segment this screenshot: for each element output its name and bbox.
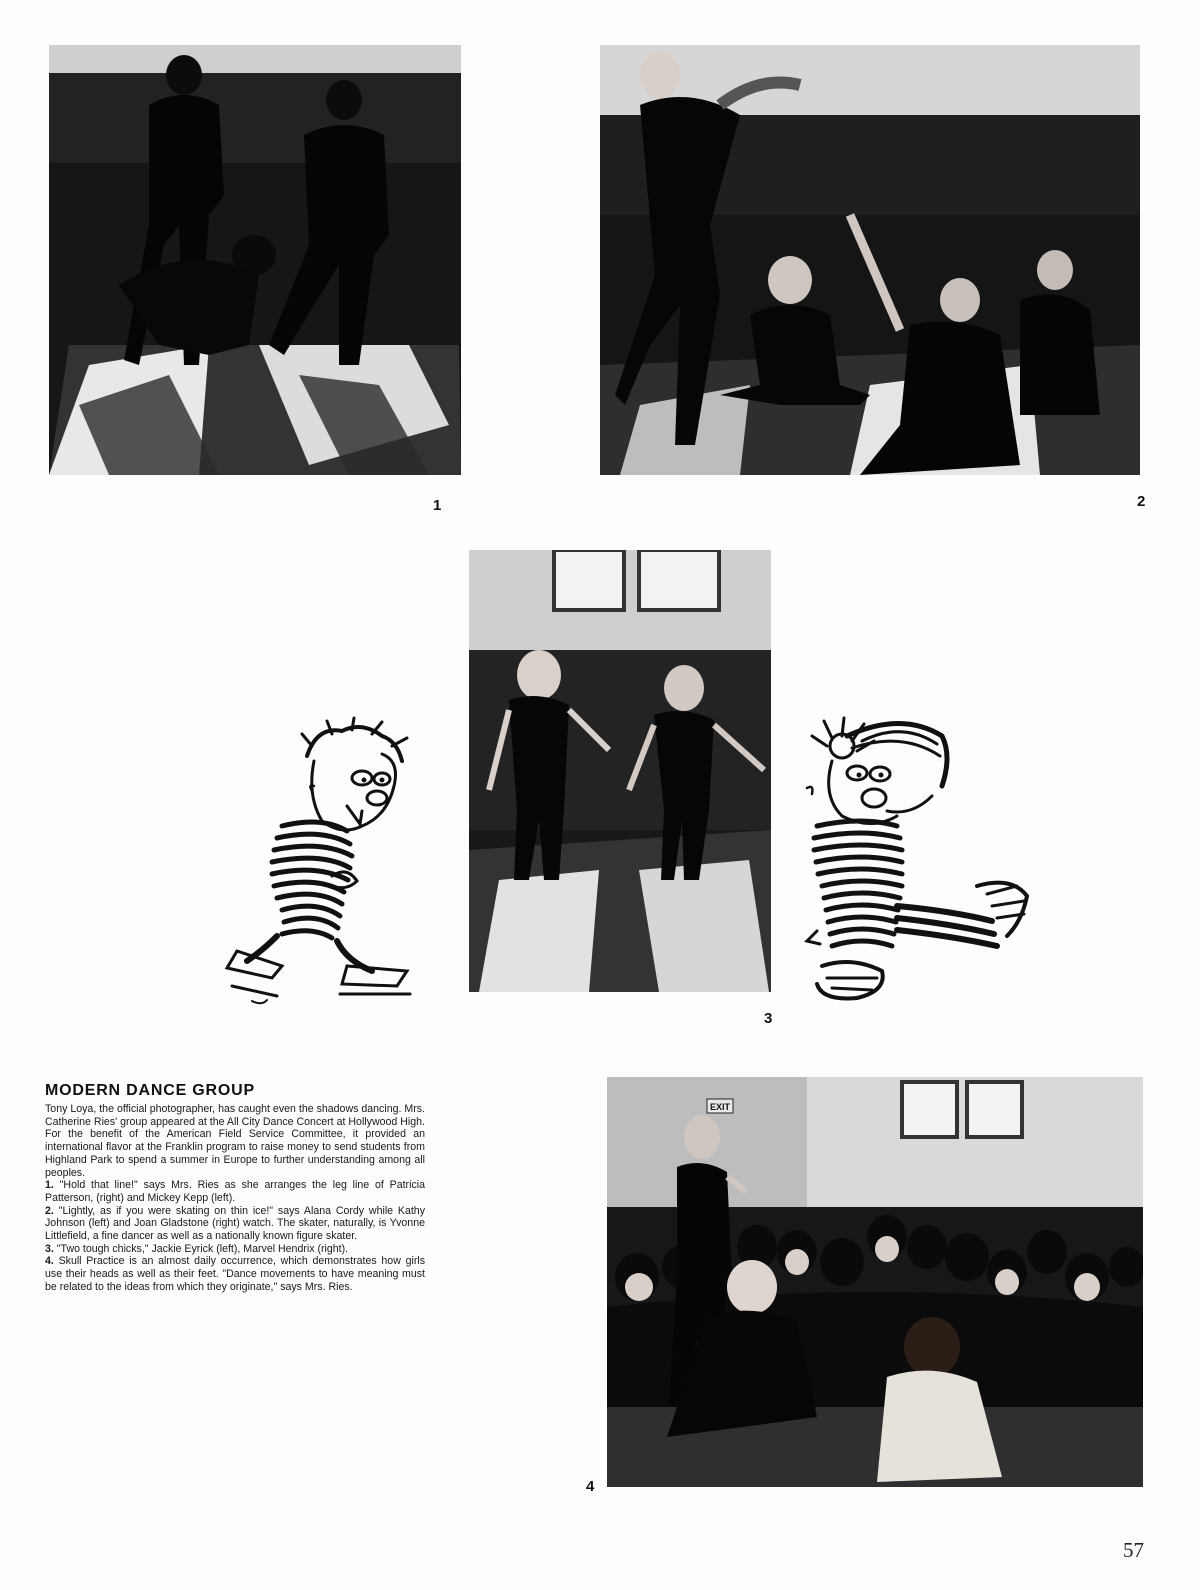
- photo-1-number: 1: [433, 497, 442, 514]
- photo-2-image: [600, 45, 1140, 475]
- photo-4-image: [607, 1077, 1143, 1487]
- caption-1-text: "Hold that line!" says Mrs. Ries as she arranges the leg line of Patricia Patterson, (right) and Mickey Kepp (left).: [45, 1179, 425, 1204]
- caption-1: [45, 1179, 425, 1204]
- stretching-boy-drawing: [802, 716, 1034, 1004]
- caption-3-number: 3.: [45, 1242, 54, 1255]
- photo-4: [607, 1077, 1143, 1487]
- photo-3: [469, 550, 771, 992]
- photo-2: [600, 45, 1140, 475]
- cartoon-ice-skater: [222, 716, 420, 1008]
- photo-3-number: 3: [764, 1010, 773, 1027]
- caption-2: [45, 1205, 425, 1243]
- photo-3-image: [469, 550, 771, 992]
- caption-4: [45, 1255, 425, 1293]
- caption-2-number: 2.: [45, 1204, 54, 1217]
- article: [45, 1082, 425, 1294]
- caption-4-number: 4.: [45, 1255, 54, 1268]
- page-number: 57: [1123, 1538, 1144, 1562]
- photo-4-number: 4: [586, 1478, 595, 1495]
- caption-3: [45, 1243, 425, 1256]
- cartoon-stretching-boy: [802, 716, 1034, 1004]
- article-title: MODERN DANCE GROUP: [45, 1082, 255, 1099]
- ice-skater-drawing: [222, 716, 420, 1008]
- photo-2-number: 2: [1137, 493, 1146, 510]
- photo-1: [49, 45, 461, 475]
- caption-3-text: "Two tough chicks," Jackie Eyrick (left), Marvel Hendrix (right).: [56, 1242, 349, 1255]
- caption-2-text: "Lightly, as if you were skating on thin ice!" says Alana Cordy while Kathy Johnson (left) and Joan Gladstone (right) watch. The skater, naturally, is Yvonne Littlefield, a fine dancer as well as a nationally known figure skater.: [45, 1204, 425, 1243]
- exit-sign: EXIT: [709, 1102, 731, 1112]
- photo-1-image: [49, 45, 461, 475]
- caption-4-text: Skull Practice is an almost daily occurrence, which demonstrates how girls use their heads as well as their feet. "Dance movements to have meaning must be related to the ideas from which they originate," says Mrs. Ries.: [45, 1255, 425, 1293]
- article-intro: Tony Loya, the official photographer, has caught even the shadows dancing. Mrs. Catherine Ries' group appeared at the All City Dance Concert at Hollywood High. For the benefit of the American Field Service Committee, it provided an international flavor at the Franklin program to raise money to send students from Highland Park to spend a summer in Europe to further understanding among all peoples.: [45, 1103, 425, 1179]
- caption-1-number: 1.: [45, 1179, 54, 1192]
